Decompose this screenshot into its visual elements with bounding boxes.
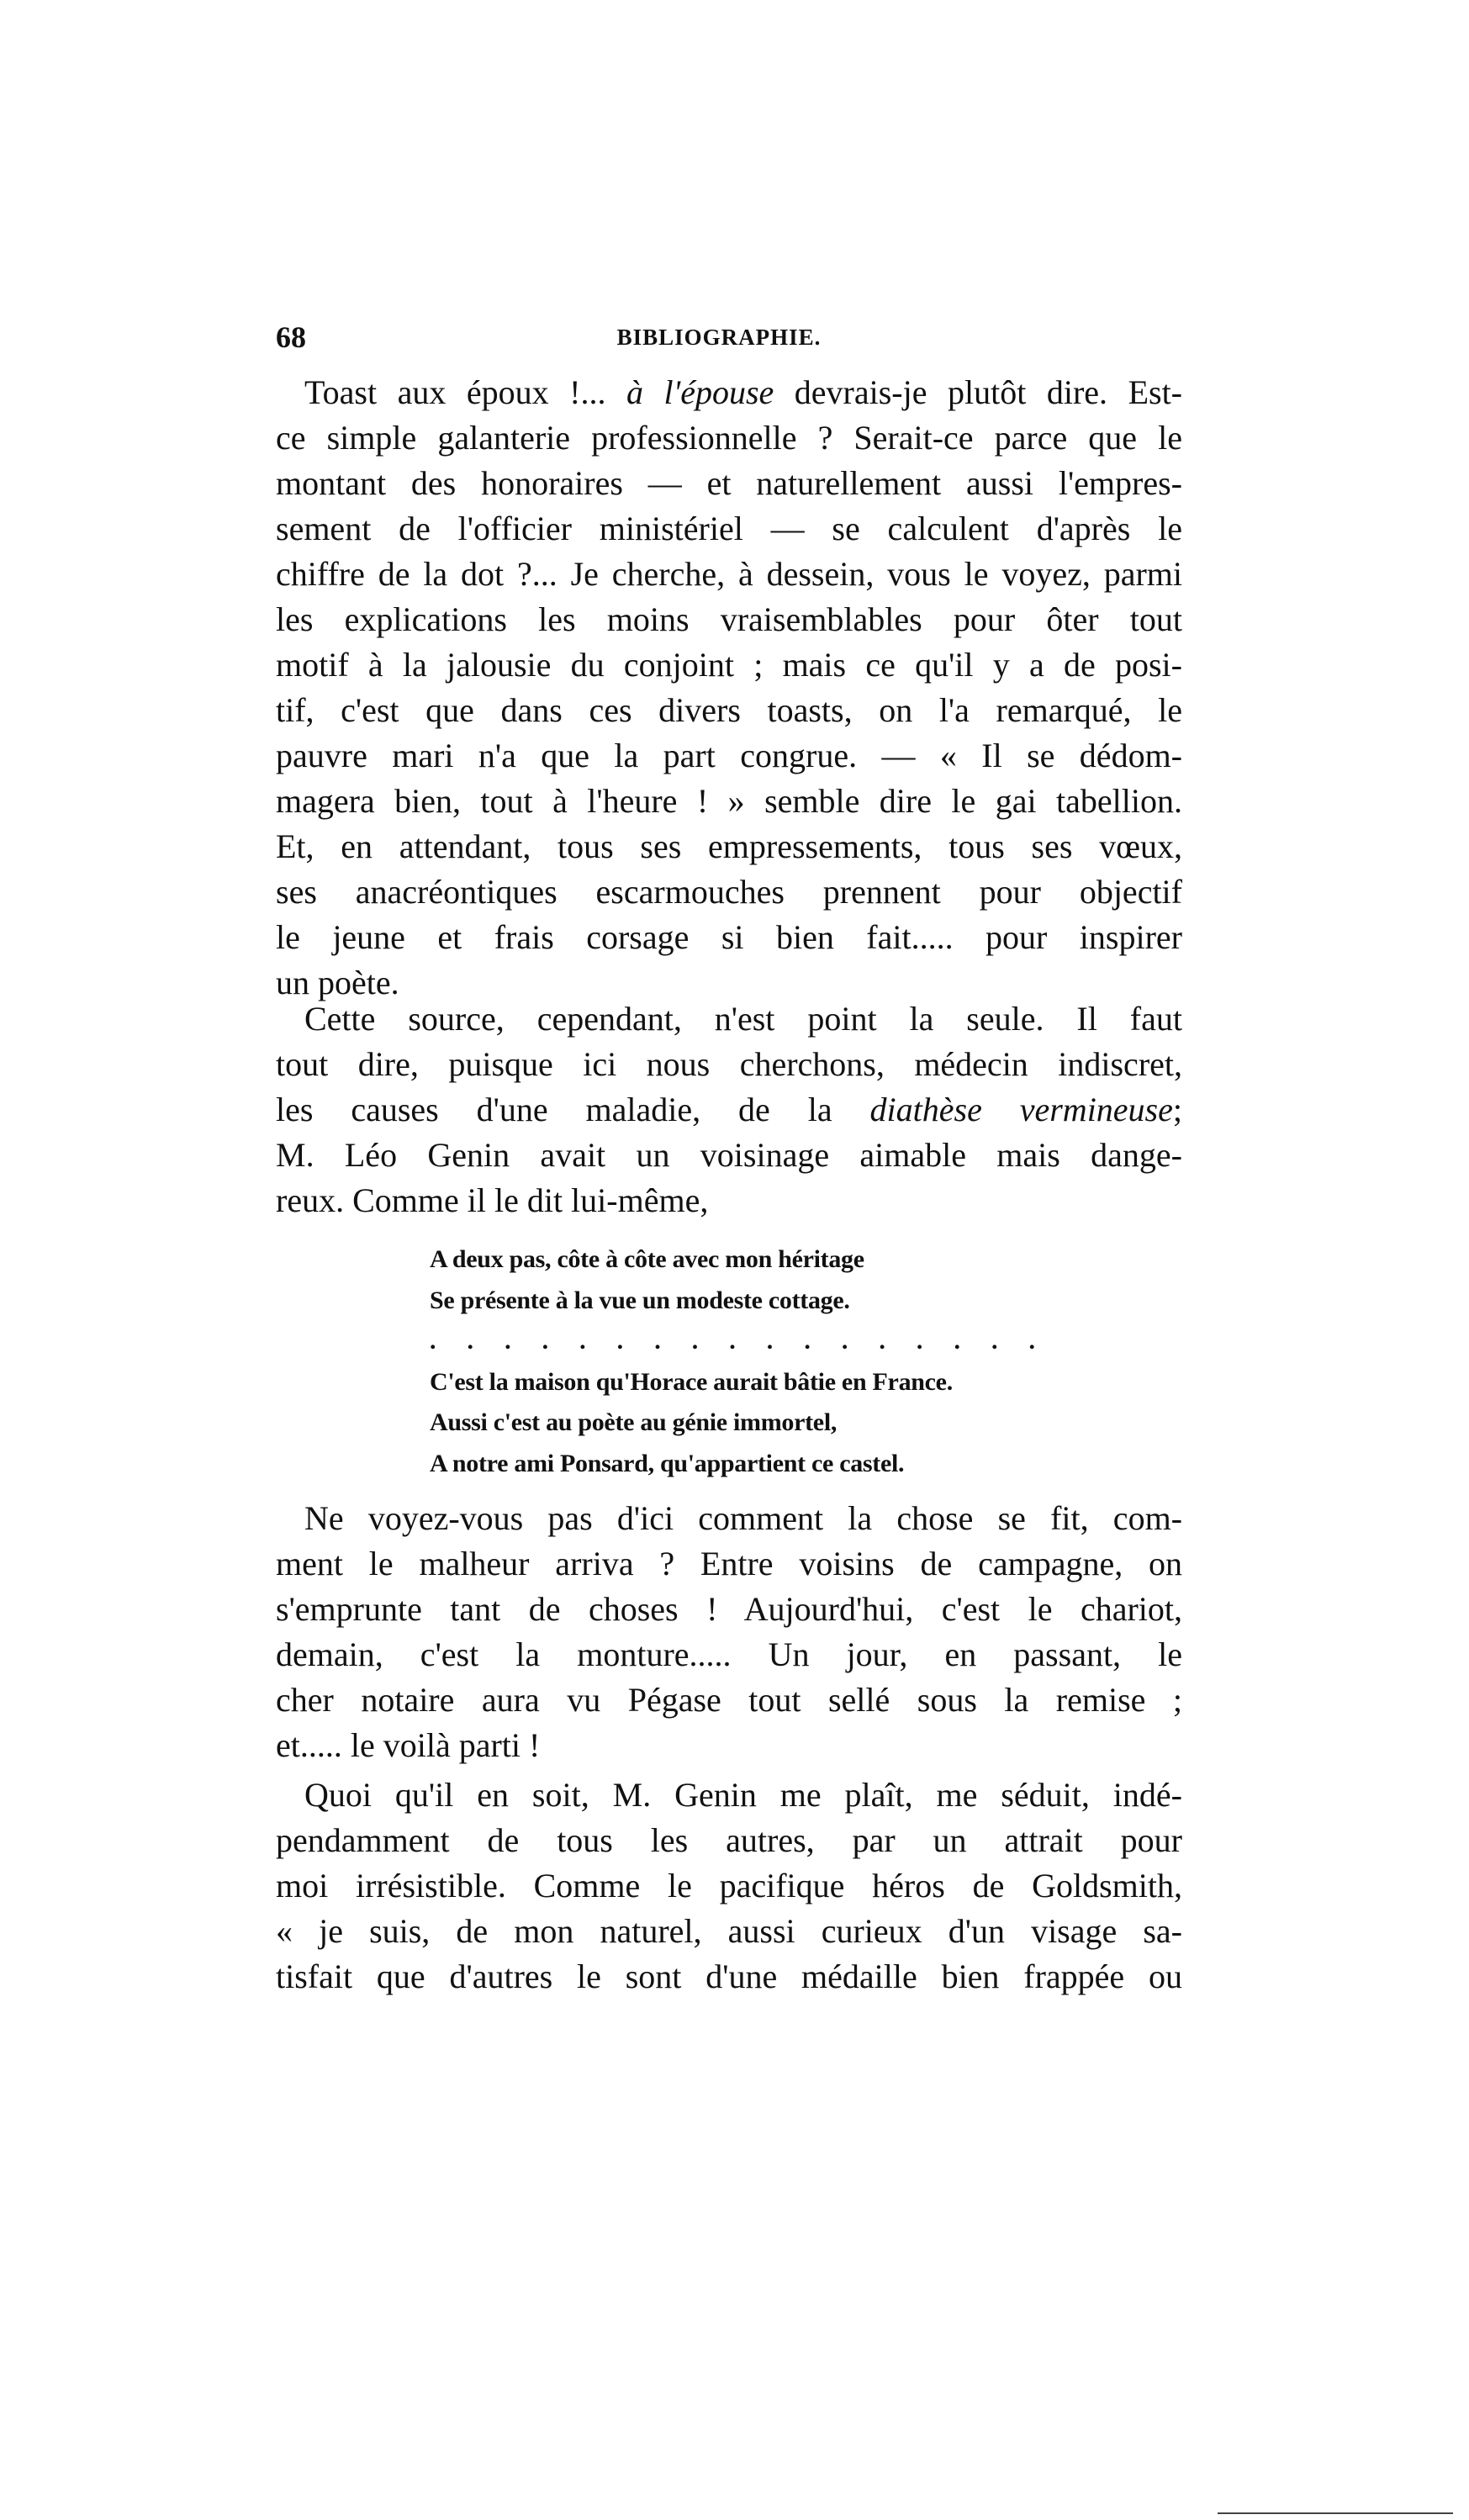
text-segment: les causes d'une maladie, de la	[276, 1091, 870, 1128]
text-line: les explications les moins vraisemblables pour ôter tout	[276, 600, 1182, 638]
italic-text: à l'épouse	[626, 373, 774, 411]
text-line: sement de l'officier ministériel — se calculent d'après le	[276, 510, 1182, 547]
text-line: motif à la jalousie du conjoint ; mais ce qu'il y a de posi-	[276, 646, 1182, 684]
text-line: tif, c'est que dans ces divers toasts, on l'a remarqué, le	[276, 691, 1182, 729]
text-line: montant des honoraires — et naturellement aussi l'empres-	[276, 464, 1182, 502]
text-line: ses anacréontiques escarmouches prennent pour objectif	[276, 873, 1182, 911]
ellipsis-line: . . . . . . . . . . . . . . . . .	[430, 1327, 1035, 1355]
text-line: magera bien, tout à l'heure ! » semble dire le gai tabellion.	[276, 782, 1182, 820]
text-line: cher notaire aura vu Pégase tout sellé sous la remise ;	[276, 1681, 1182, 1719]
text-line	[276, 370, 1182, 415]
text-line: Quoi qu'il en soit, M. Genin me plaît, me séduit, indé-	[304, 1776, 1182, 1814]
paragraph	[276, 996, 1182, 1223]
text-segment: devrais-je plutôt dire. Est-	[774, 373, 1183, 411]
text-line: Ne voyez-vous pas d'ici comment la chose se fit, com-	[304, 1499, 1182, 1537]
verse-line: Aussi c'est au poète au génie immortel,	[430, 1408, 838, 1436]
verse-line: Se présente à la vue un modeste cottage.	[430, 1286, 850, 1314]
text-segment: Toast aux époux !...	[304, 373, 626, 411]
text-line: tisfait que d'autres le sont d'une médaille bien frappée ou	[276, 1957, 1182, 1995]
verse-line: A notre ami Ponsard, qu'appartient ce castel.	[430, 1449, 905, 1477]
text-line: le jeune et frais corsage si bien fait..... pour inspirer	[276, 918, 1182, 956]
text-line: « je suis, de mon naturel, aussi curieux d'un visage sa-	[276, 1912, 1182, 1950]
text-line: tout dire, puisque ici nous cherchons, médecin indiscret,	[276, 1045, 1182, 1083]
text-line: ment le malheur arriva ? Entre voisins de campagne, on	[276, 1545, 1182, 1582]
text-line: demain, c'est la monture..... Un jour, en passant, le	[276, 1635, 1182, 1673]
italic-text: diathèse vermineuse	[869, 1091, 1173, 1128]
verse-line: C'est la maison qu'Horace aurait bâtie en France.	[430, 1367, 953, 1396]
text-line: M. Léo Genin avait un voisinage aimable mais dange-	[276, 1136, 1182, 1174]
text-line: pauvre mari n'a que la part congrue. — « Il se dédom-	[276, 737, 1182, 774]
text-line: moi irrésistible. Comme le pacifique héros de Goldsmith,	[276, 1867, 1182, 1905]
footer-rule	[1218, 2512, 1453, 2514]
text-line	[276, 1087, 1182, 1133]
verse-quotation	[430, 1239, 1035, 1484]
paragraph	[276, 1772, 1182, 2000]
text-line: ce simple galanterie professionnelle ? Serait-ce parce que le	[276, 419, 1182, 457]
paragraph	[276, 370, 1182, 1006]
text-line: pendamment de tous les autres, par un attrait pour	[276, 1821, 1182, 1859]
text-segment: ;	[1172, 1091, 1183, 1128]
text-line: Et, en attendant, tous ses empressements, tous ses vœux,	[276, 827, 1182, 865]
text-line: reux. Comme il le dit lui-même,	[276, 1181, 709, 1219]
text-line: chiffre de la dot ?... Je cherche, à dessein, vous le voyez, parmi	[276, 555, 1182, 593]
text-line: et..... le voilà parti !	[276, 1726, 541, 1764]
text-line: Cette source, cependant, n'est point la seule. Il faut	[304, 1000, 1182, 1038]
page-number: 68	[276, 320, 306, 354]
text-line: un poète.	[276, 964, 399, 1001]
paragraph	[276, 1496, 1182, 1768]
running-head: BIBLIOGRAPHIE.	[616, 325, 822, 350]
text-line: s'emprunte tant de choses ! Aujourd'hui, c'est le chariot,	[276, 1590, 1182, 1628]
verse-line: A deux pas, côte à côte avec mon héritage	[430, 1245, 864, 1273]
